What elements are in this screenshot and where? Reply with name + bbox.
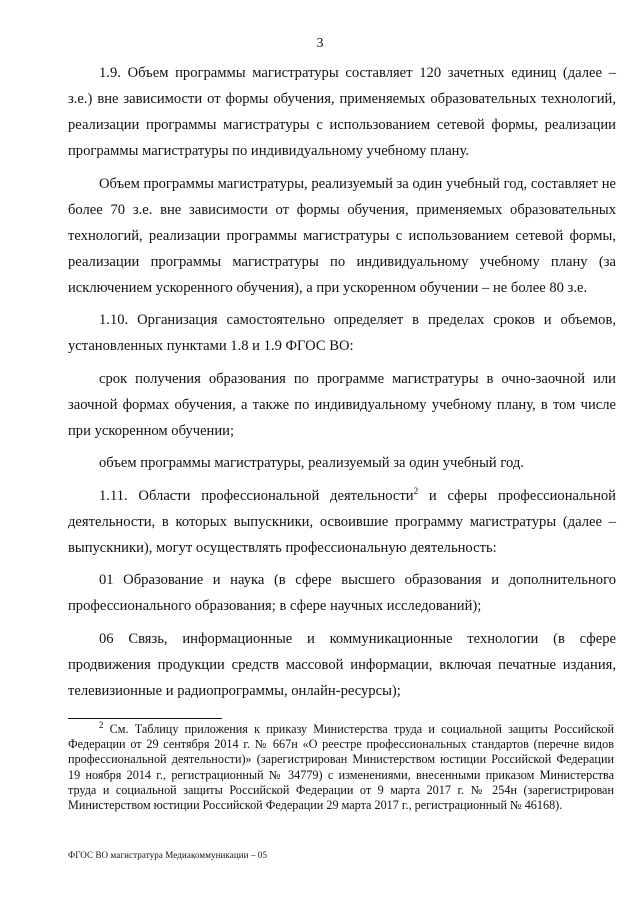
footnote-marker: 2 <box>99 719 104 730</box>
paragraph-1-9: 1.9. Объем программы магистратуры составляет 120 зачетных единиц (далее – з.е.) вне зависимости от формы обучения, применяемых образовательных технологий, реализации программы магистратуры с использованием сетевой формы, реализации программы магистратуры по индивидуальному учебному плану. <box>68 65 616 159</box>
paragraph-1-10: 1.10. Организация самостоятельно определяет в пределах сроков и объемов, установленных пунктами 1.8 и 1.9 ФГОС ВО: <box>68 312 616 354</box>
paragraph-annual-volume: Объем программы магистратуры, реализуемый за один учебный год, составляет не более 70 з.е. вне зависимости от формы обучения, применяемых образовательных технологий, реализации программы магистратуры с использованием сетевой формы, реализации программы магистратуры по индивидуальному учебному плану (за исключением ускоренного обучения), а при ускоренном обучении – не более 80 з.е. <box>68 175 616 296</box>
footnote-separator <box>68 718 222 719</box>
page-number: 3 <box>316 36 324 51</box>
document-body <box>68 60 616 710</box>
footnote-text: См. Таблицу приложения к приказу Министерства труда и социальной защиты Российской Федерации от 29 сентября 2014 г. № 667н «О реестре профессиональных стандартов (перечне видов профессиональной деятельности)» (зарегистрирован Министерством юстиции Российской Федерации 19 ноября 2014 г., регистрационный № 34779) с изменениями, внесенными приказом Министерства труда и социальной защиты Российской Федерации от 9 марта 2017 г. № 254н (зарегистрирован Министерством юстиции Российской Федерации 29 марта 2017 г., регистрационный № 46168). <box>68 722 614 813</box>
paragraph-1-11 <box>68 483 616 561</box>
list-item-education-science: 01 Образование и наука (в сфере высшего образования и дополнительного профессионального образования; в сфере научных исследований); <box>68 572 616 614</box>
paragraph-1-11-rest: и сферы профессиональной деятельности, в которых выпускники, освоившие программу магистратуры (далее – выпускники), могут осуществлять профессиональную деятельность: <box>68 487 616 556</box>
list-item-annual-volume: объем программы магистратуры, реализуемый за один учебный год. <box>99 455 524 471</box>
paragraph-1-11-lead: 1.11. Области профессиональной деятельности <box>99 487 414 504</box>
page-footer: ФГОС ВО магистратура Медиакоммуникации – 05 <box>68 850 268 860</box>
footnote <box>68 719 614 813</box>
footnote-reference: 2 <box>413 485 419 496</box>
list-item-communications-it: 06 Связь, информационные и коммуникационные технологии (в сфере продвижения продукции средств массовой информации, включая печатные издания, телевизионные и радиопрограммы, онлайн-ресурсы); <box>68 630 616 699</box>
list-item-study-period: срок получения образования по программе магистратуры в очно-заочной или заочной формах обучения, а также по индивидуальному учебному плану, в том числе при ускоренном обучении; <box>68 370 616 439</box>
